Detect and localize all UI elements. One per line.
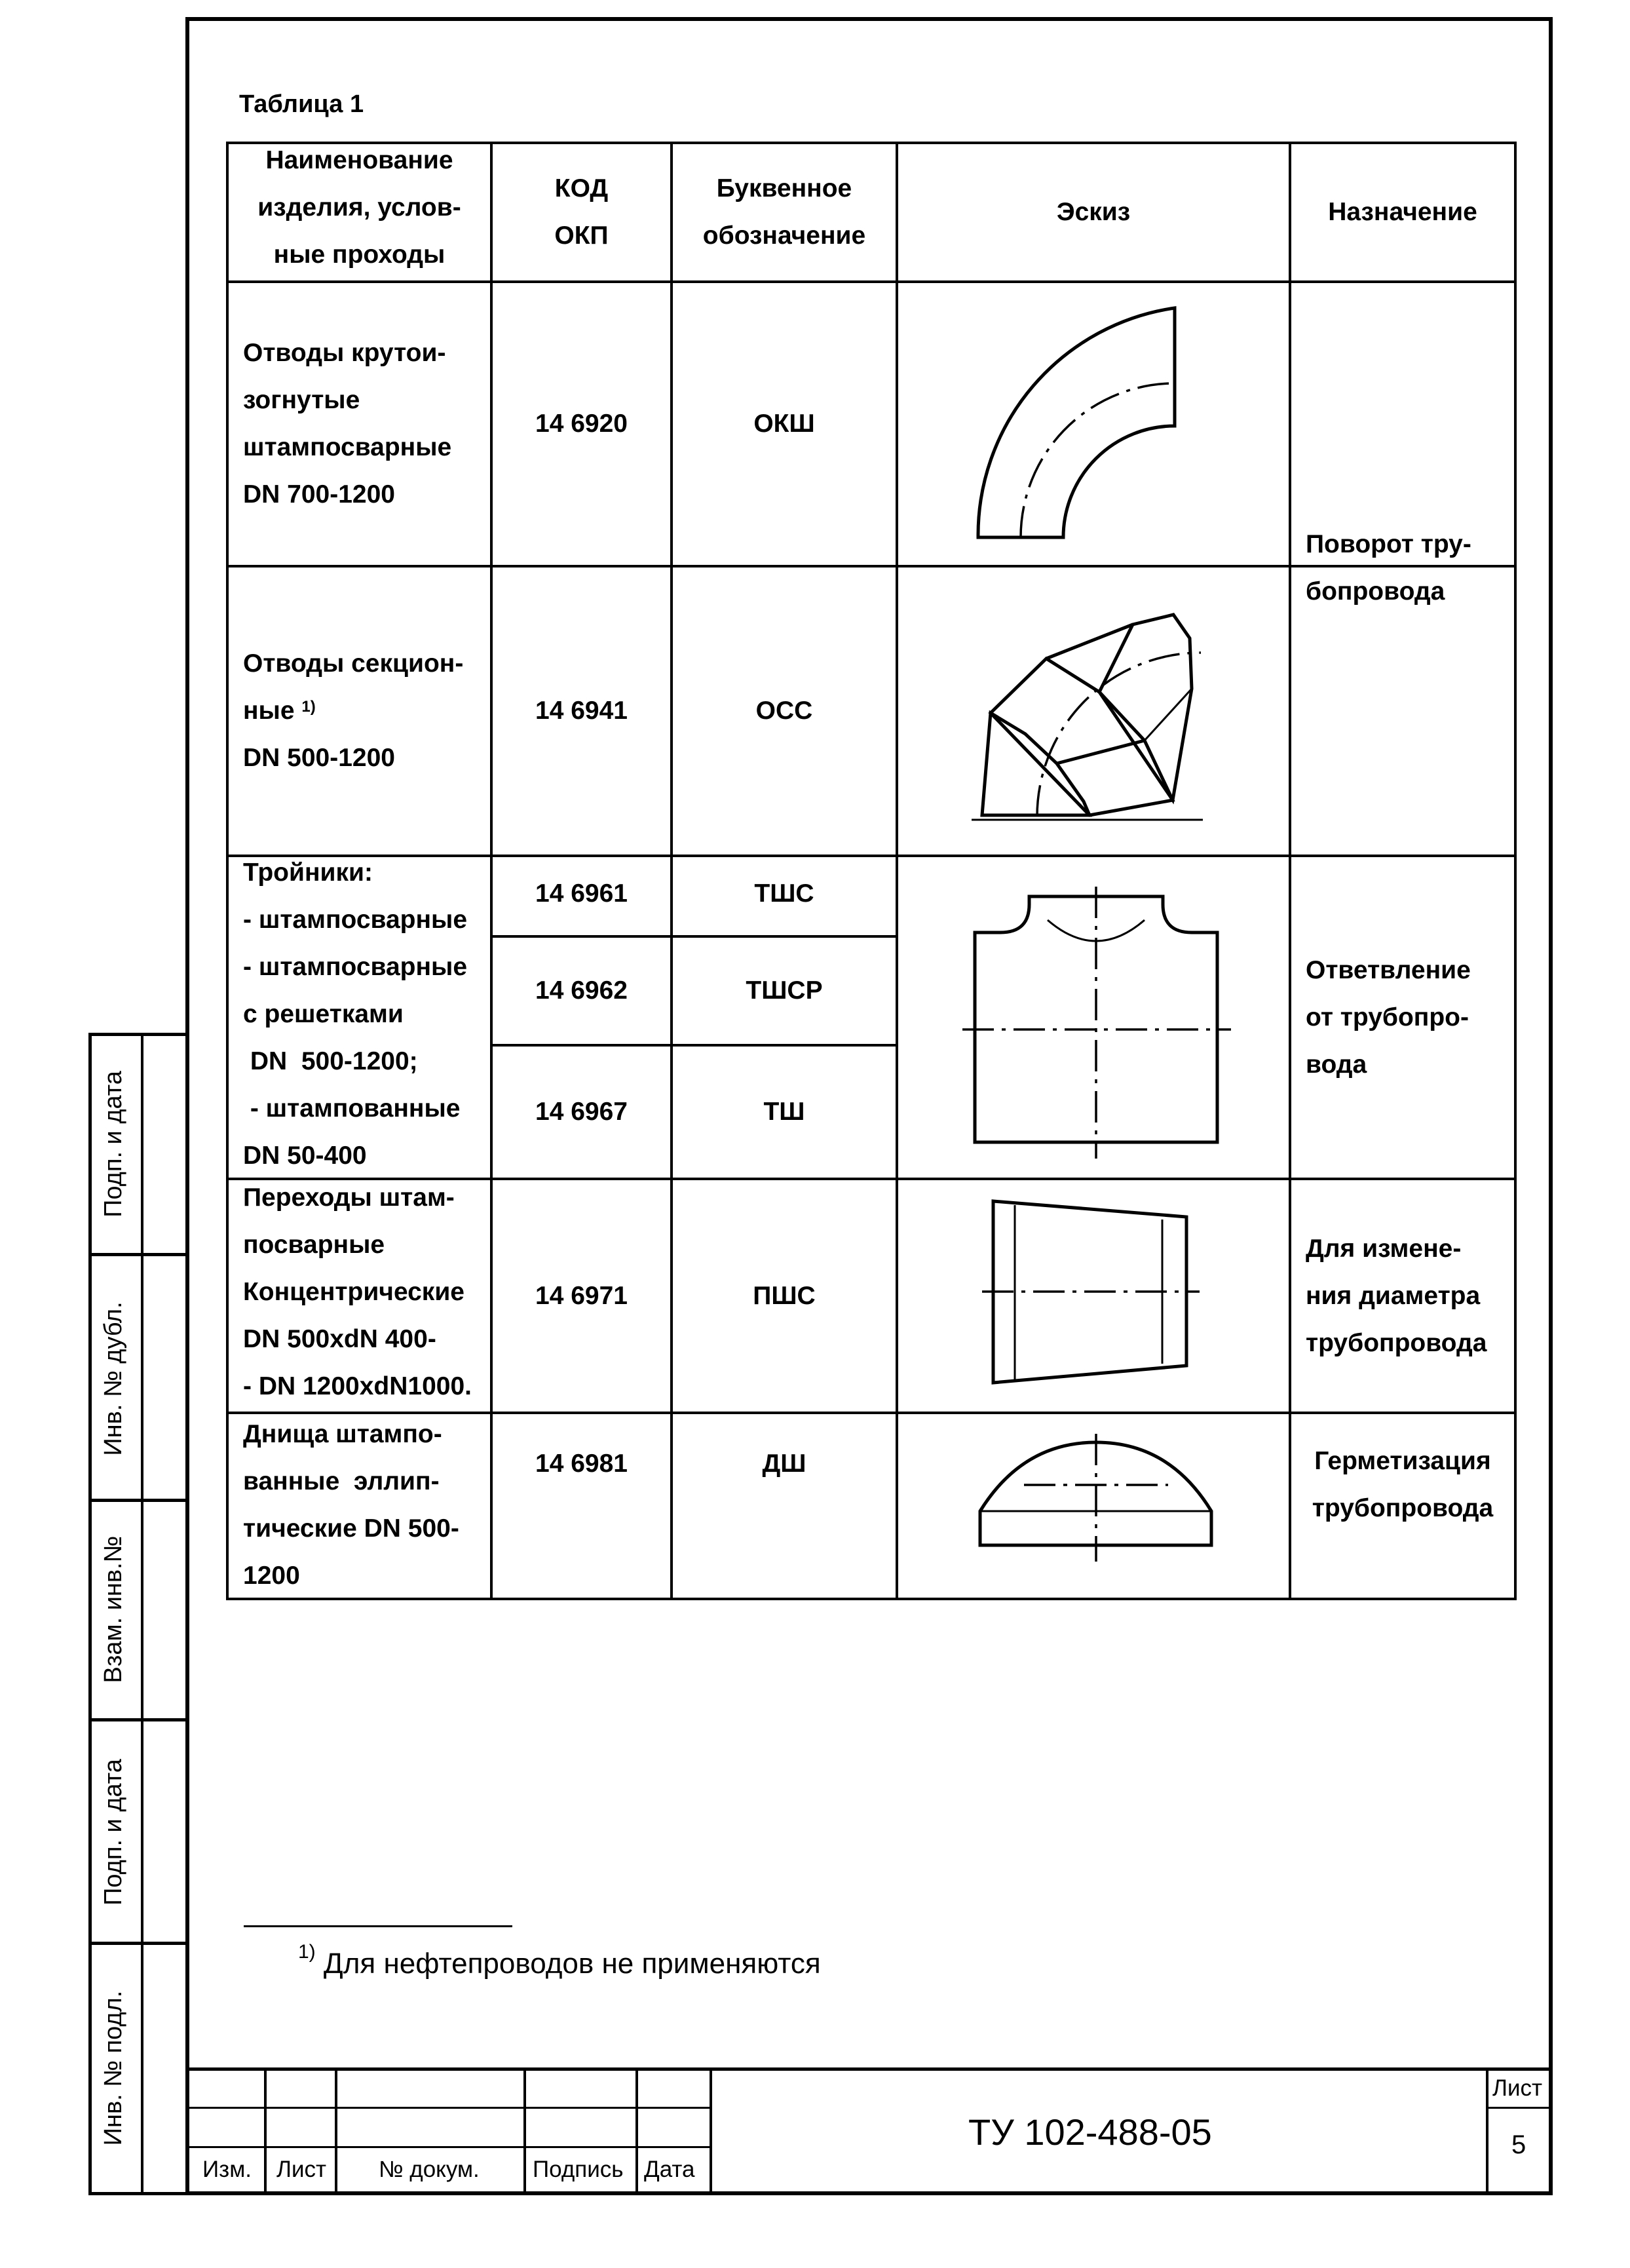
code-value: 14 6961 — [535, 879, 628, 908]
stamp-line — [88, 1718, 188, 1721]
header-code-line: КОД — [554, 174, 609, 202]
sheet-number: 5 — [1511, 2130, 1526, 2159]
code-value: 14 6971 — [535, 1281, 628, 1310]
reducer-sketch-icon — [898, 1180, 1289, 1412]
code-value: 14 6962 — [535, 976, 628, 1005]
row-name-steep-bends — [229, 283, 490, 565]
row-code — [493, 1180, 670, 1412]
letter-value: ОКШ — [753, 410, 815, 438]
header-purpose-line: Назначение — [1328, 198, 1477, 226]
row-name-line — [243, 687, 316, 735]
row-name-line: Отводы крутои- — [243, 339, 446, 367]
stamp-label-replaced-inv: Взам. инв.№ — [100, 1535, 127, 1683]
row-name-line: - штампосварные — [243, 952, 468, 981]
row-name-line: DN 500xdN 400- — [243, 1325, 436, 1353]
footnote-mark: 1) — [298, 1941, 316, 1963]
row-code — [493, 567, 670, 855]
row-name-line: DN 50-400 — [243, 1141, 367, 1170]
header-letter-line: обозначение — [702, 221, 866, 250]
row-name-line: Днища штампо- — [243, 1420, 442, 1448]
row-name-line: Отводы секцион- — [243, 649, 464, 678]
row-name-line: посварные — [243, 1231, 385, 1259]
header-purpose — [1291, 144, 1514, 280]
stamp-label-sign-date-2: Подп. и дата — [100, 1759, 127, 1906]
title-col-sheet: Лист — [276, 2157, 327, 2182]
header-code-line: ОКП — [554, 221, 609, 250]
letter-value: ТШ — [763, 1098, 805, 1126]
stamp-line — [88, 1253, 188, 1256]
elliptical-head-sketch-icon — [898, 1414, 1289, 1598]
letter-value: ОСС — [755, 697, 813, 725]
purpose-line: Поворот тру- — [1306, 530, 1471, 558]
stamp-line — [141, 1033, 143, 2195]
title-col-change: Изм. — [202, 2157, 252, 2182]
header-sketch — [898, 144, 1289, 280]
steep-bend-sketch-icon — [898, 283, 1289, 565]
title-line — [523, 2067, 526, 2195]
title-line — [185, 2067, 1553, 2071]
stamp-label-dup-inv: Инв. № дубл. — [100, 1301, 127, 1456]
title-line — [264, 2067, 267, 2195]
title-line — [635, 2067, 638, 2195]
purpose-bends — [1291, 283, 1514, 853]
purpose-line: трубопровода — [1312, 1494, 1494, 1522]
header-sketch-line: Эскиз — [1056, 198, 1131, 226]
purpose-tees — [1291, 857, 1514, 1178]
row-name-line: - штампованные — [243, 1094, 461, 1123]
row-name-line: штампосварные — [243, 433, 452, 461]
row-name-line: тические DN 500- — [243, 1514, 459, 1543]
purpose-reducers — [1291, 1180, 1514, 1412]
footnote-mark: 1) — [301, 698, 316, 716]
row-name-line: с решетками — [243, 999, 404, 1028]
row-name-sectional-bends — [229, 567, 490, 855]
table-caption: Таблица 1 — [239, 90, 364, 118]
document-code: ТУ 102-488-05 — [968, 2111, 1212, 2153]
row-name-line: зогнутые — [243, 386, 360, 414]
sheet-label: Лист — [1492, 2075, 1543, 2101]
row-name-heads — [229, 1413, 490, 1598]
header-letter — [673, 144, 896, 280]
row-name-tees — [229, 851, 490, 1178]
row-code — [493, 1414, 670, 1598]
row-code — [493, 857, 670, 935]
stamp-line — [88, 1942, 188, 1945]
header-name — [229, 134, 490, 280]
purpose-line: ния диаметра — [1306, 1281, 1481, 1310]
row-name-line: - штампосварные — [243, 905, 468, 934]
header-name-line: Наименование — [265, 145, 453, 174]
title-line — [1486, 2107, 1553, 2109]
purpose-line: вода — [1306, 1050, 1367, 1079]
row-letter — [673, 1047, 896, 1178]
purpose-line: бопровода — [1306, 577, 1445, 605]
stamp-line — [88, 1033, 92, 2195]
letter-value: ТШС — [754, 879, 814, 908]
row-letter — [673, 938, 896, 1044]
row-letter — [673, 567, 896, 855]
tee-sketch-icon — [898, 857, 1289, 1178]
footnote-text: Для нефтепроводов не применяются — [323, 1948, 821, 1980]
header-name-line: ные проходы — [273, 240, 445, 269]
row-name-text: ные — [243, 697, 295, 725]
title-line — [1486, 2067, 1488, 2195]
sectional-bend-sketch-icon — [898, 567, 1289, 855]
row-name-line: Концентрические — [243, 1278, 464, 1306]
header-letter-line: Буквенное — [716, 174, 852, 202]
title-line — [710, 2067, 712, 2195]
purpose-heads — [1291, 1414, 1514, 1598]
row-code — [493, 1047, 670, 1178]
header-code — [493, 144, 670, 280]
title-col-signature: Подпись — [533, 2157, 624, 2182]
footnote — [298, 1941, 821, 1980]
letter-value: ДШ — [762, 1450, 806, 1478]
row-letter — [673, 1414, 896, 1598]
purpose-line: Герметизация — [1314, 1447, 1491, 1475]
title-line — [335, 2067, 337, 2195]
title-col-doc-no: № докум. — [379, 2157, 480, 2182]
letter-value: ПШС — [753, 1281, 816, 1310]
footnote-rule — [244, 1925, 512, 1927]
stamp-line — [88, 2192, 188, 2195]
purpose-line: Ответвление — [1306, 955, 1471, 984]
row-name-line: ванные эллип- — [243, 1467, 440, 1495]
row-letter — [673, 283, 896, 565]
row-name-line: DN 700-1200 — [243, 480, 395, 509]
row-name-line: DN 500-1200; — [243, 1047, 418, 1075]
code-value: 14 6920 — [535, 410, 628, 438]
row-name-line: Переходы штам- — [243, 1183, 455, 1212]
purpose-line: Для измене- — [1306, 1234, 1462, 1263]
row-code — [493, 938, 670, 1044]
row-letter — [673, 857, 896, 935]
title-col-date: Дата — [644, 2157, 695, 2182]
code-value: 14 6967 — [535, 1098, 628, 1126]
letter-value: ТШСР — [746, 976, 823, 1005]
side-stamp — [88, 1033, 188, 2195]
purpose-line: от трубопро- — [1306, 1003, 1469, 1031]
row-name-line: DN 500-1200 — [243, 744, 395, 772]
title-block — [185, 2067, 1553, 2195]
table-line — [226, 1598, 1517, 1600]
table-line — [1514, 142, 1517, 1600]
row-code — [493, 283, 670, 565]
row-name-reducers — [229, 1173, 490, 1412]
code-value: 14 6981 — [535, 1450, 628, 1478]
stamp-label-sign-date: Подп. и дата — [100, 1071, 127, 1218]
code-value: 14 6941 — [535, 697, 628, 725]
row-name-line: 1200 — [243, 1562, 300, 1590]
stamp-label-orig-inv: Инв. № подл. — [100, 1990, 127, 2146]
purpose-line: трубопровода — [1306, 1328, 1487, 1357]
header-name-line: изделия, услов- — [257, 193, 461, 221]
row-name-line: - DN 1200xdN1000. — [243, 1372, 472, 1400]
row-letter — [673, 1180, 896, 1412]
row-name-line: Тройники: — [243, 858, 373, 887]
